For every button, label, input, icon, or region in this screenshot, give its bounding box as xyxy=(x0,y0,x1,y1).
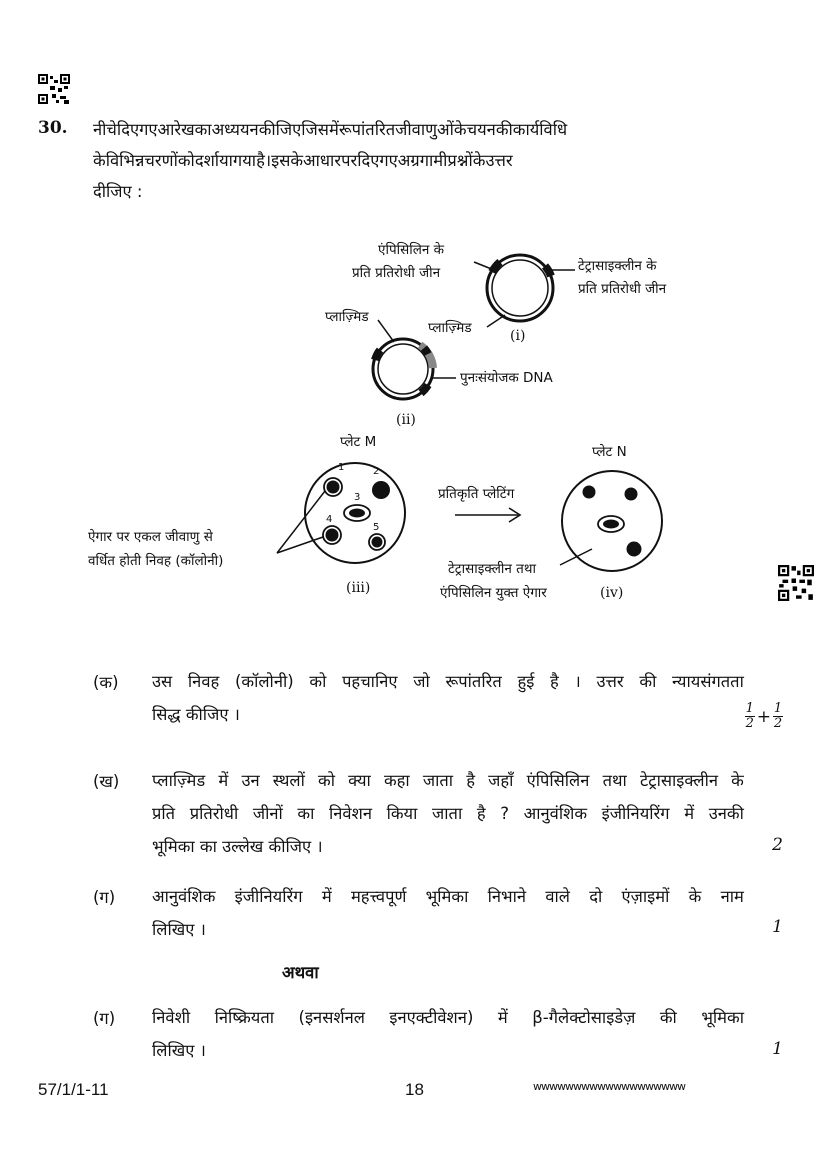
word: के xyxy=(453,120,467,139)
word: किया xyxy=(386,804,418,823)
intro-line-1 xyxy=(93,114,743,145)
part-ka-line-2: सिद्ध कीजिए । xyxy=(152,705,240,724)
word: दो xyxy=(589,887,603,906)
word: है xyxy=(476,804,486,823)
word: उन xyxy=(241,771,260,790)
word: नीचे xyxy=(93,120,117,139)
marks-fraction-1-num: 1 xyxy=(745,701,754,716)
word: निष्क्रियता xyxy=(214,1008,275,1027)
word: इनएक्टीवेशन) xyxy=(389,1008,474,1027)
word: को xyxy=(309,672,327,691)
part-ga-alt-text xyxy=(152,1001,744,1067)
part-ka-text xyxy=(152,665,744,731)
word: में xyxy=(218,771,229,790)
label-ii: (ii) xyxy=(396,412,416,428)
part-ga-line-2: लिखिए । xyxy=(152,920,206,939)
word: गए xyxy=(139,120,158,139)
label-i: (i) xyxy=(510,328,526,344)
marks-fraction-2-den: 2 xyxy=(773,716,783,731)
part-kha-line-2 xyxy=(152,797,744,830)
word: की xyxy=(639,672,657,691)
marks-fraction-2-num: 1 xyxy=(773,701,783,716)
marks-fraction-2 xyxy=(773,702,783,731)
word: अग्रगामी xyxy=(397,151,448,170)
word: चरणों xyxy=(144,151,178,170)
part-ga-text xyxy=(152,880,744,946)
label-amp-line1: एंपिसिलिन के xyxy=(378,242,445,258)
word: (इनसर्शनल xyxy=(298,1008,365,1027)
marks-plus: + xyxy=(756,706,771,727)
word: दर्शाया xyxy=(194,151,233,170)
label-tet-line2: प्रति प्रतिरोधी जीन xyxy=(578,281,667,297)
word: है xyxy=(256,151,265,170)
word: आधार xyxy=(303,151,342,170)
word: है xyxy=(466,771,475,790)
word: पहचानिए xyxy=(342,672,398,691)
label-agar-line2: एंपिसिलिन युक्त ऐगार xyxy=(440,585,547,601)
label-agar-line1: टेट्रासाइक्लीन तथा xyxy=(448,561,536,577)
word: गए xyxy=(379,151,398,170)
word: का xyxy=(297,804,315,823)
word: कहा xyxy=(383,771,410,790)
word: रूपांतरित xyxy=(338,120,396,139)
word: कार्यविधि xyxy=(512,120,568,139)
question-intro xyxy=(93,114,743,207)
word: दिए xyxy=(357,151,380,170)
word: है xyxy=(550,672,559,691)
label-plate-m: प्लेट M xyxy=(340,434,377,450)
word: आनुवंशिक xyxy=(523,804,588,823)
word: न्यायसंगतता xyxy=(672,672,744,691)
label-iii: (iii) xyxy=(346,580,371,596)
part-ga-alt-label: (ग) xyxy=(93,1009,116,1028)
plasmid-i xyxy=(487,255,553,321)
word: नाम xyxy=(720,887,744,906)
word: । xyxy=(264,151,272,170)
word: β-गैलेक्टोसाइडेज़ xyxy=(532,1008,636,1027)
word: इंजीनियरिंग xyxy=(601,804,670,823)
word: दिए xyxy=(116,120,140,139)
word: । xyxy=(574,672,581,691)
word: गया xyxy=(232,151,257,170)
word: के xyxy=(688,887,702,906)
or-label: अथवा xyxy=(282,963,319,982)
plate-m xyxy=(305,463,405,563)
part-ka-marks xyxy=(745,702,783,731)
word: जिसमें xyxy=(301,120,339,139)
colony-number-1: 1 xyxy=(338,462,345,473)
label-recombinant-dna: पुनःसंयोजक DNA xyxy=(460,370,553,386)
intro-line-3: दीजिए : xyxy=(93,182,143,201)
word: निवेशी xyxy=(152,1008,191,1027)
word: जहाँ xyxy=(488,771,514,790)
word: विभिन्न xyxy=(105,151,145,170)
word: टेट्रासाइक्लीन xyxy=(639,771,718,790)
word: जीवाणुओं xyxy=(395,120,454,139)
word: चयन xyxy=(466,120,496,139)
word: के xyxy=(472,151,486,170)
part-ga-marks: 1 xyxy=(772,917,783,937)
word: को xyxy=(318,771,335,790)
part-ga-alt-marks: 1 xyxy=(772,1039,783,1059)
word: उत्तर xyxy=(485,151,513,170)
colony-number-3: 3 xyxy=(354,492,361,503)
word: इसके xyxy=(271,151,304,170)
word: क्या xyxy=(348,771,371,790)
part-kha-text xyxy=(152,764,744,863)
word: के xyxy=(93,151,106,170)
word: जो xyxy=(413,672,430,691)
part-ga-label: (ग) xyxy=(93,888,116,907)
part-kha-marks: 2 xyxy=(772,835,783,855)
word: प्रति xyxy=(152,804,176,823)
label-plasmid-1: प्लाज़्मिड xyxy=(325,309,369,325)
word: को xyxy=(177,151,195,170)
word: में xyxy=(497,1008,508,1027)
word: निवेशन xyxy=(329,804,372,823)
part-ga-alt-line-1 xyxy=(152,1001,744,1034)
word: हुई xyxy=(517,672,535,691)
qr-code-top-left xyxy=(38,74,70,104)
word: रूपांतरित xyxy=(445,672,502,691)
part-ka-line-1 xyxy=(152,665,744,698)
word: में xyxy=(684,804,695,823)
word: ? xyxy=(500,804,510,823)
label-plasmid-2: प्लाज़्मिड xyxy=(428,320,472,336)
word: की xyxy=(495,120,513,139)
label-colony-line1: ऐगार पर एकल जीवाणु से xyxy=(88,529,213,545)
intro-line-2 xyxy=(93,145,743,176)
word: निवह xyxy=(187,672,220,691)
word: का xyxy=(194,120,212,139)
word: आनुवंशिक xyxy=(152,887,216,906)
word: स्थलों xyxy=(272,771,305,790)
word: आरेख xyxy=(157,120,195,139)
plasmid-ii xyxy=(373,339,433,399)
question-number: 30. xyxy=(38,118,68,138)
part-ka-label: (क) xyxy=(93,673,119,692)
label-iv: (iv) xyxy=(600,585,624,601)
label-tet-line1: टेट्रासाइक्लीन के xyxy=(578,258,657,274)
part-kha-label: (ख) xyxy=(93,772,120,791)
paper-code: 57/1/1-11 xyxy=(38,1080,109,1099)
footer-wave-line: wwwwwwwwwwwwwwwwwww xyxy=(533,1080,685,1093)
word: तथा xyxy=(602,771,627,790)
page-number: 18 xyxy=(405,1080,424,1099)
word: प्रतिरोधी xyxy=(189,804,239,823)
word: उस xyxy=(152,672,173,691)
word: प्लाज़्मिड xyxy=(152,771,206,790)
label-plate-n: प्लेट N xyxy=(592,444,627,460)
word: प्रश्नों xyxy=(447,151,473,170)
word: एंज़ाइमों xyxy=(621,887,670,906)
colony-number-4: 4 xyxy=(326,514,333,525)
word: उत्तर xyxy=(596,672,624,691)
part-ga-line-1 xyxy=(152,880,744,913)
word: इंजीनियरिंग xyxy=(234,887,303,906)
colony-number-5: 5 xyxy=(373,522,380,533)
word: (कॉलोनी) xyxy=(234,672,294,691)
word: के xyxy=(731,771,744,790)
part-ga-alt-line-2: लिखिए । xyxy=(152,1041,206,1060)
word: एंपिसिलिन xyxy=(526,771,590,790)
word: की xyxy=(659,1008,677,1027)
transformation-diagram xyxy=(0,225,827,625)
label-amp-line2: प्रति प्रतिरोधी जीन xyxy=(352,265,441,281)
word: भूमिका xyxy=(701,1008,744,1027)
word: कीजिए xyxy=(258,120,302,139)
word: निभाने xyxy=(487,887,527,906)
word: महत्त्वपूर्ण xyxy=(350,887,407,906)
label-replica-plating: प्रतिकृति प्लेटिंग xyxy=(438,486,515,502)
word: जीनों xyxy=(252,804,283,823)
word: उनकी xyxy=(708,804,744,823)
label-colony-line2: वर्धित होती निवह (कॉलोनी) xyxy=(88,553,224,569)
word: जाता xyxy=(432,804,463,823)
marks-fraction-1-den: 2 xyxy=(745,716,754,731)
word: जाता xyxy=(422,771,454,790)
part-kha-line-1 xyxy=(152,764,744,797)
marks-fraction-1 xyxy=(745,702,755,731)
word: में xyxy=(321,887,332,906)
word: अध्ययन xyxy=(211,120,259,139)
colony-number-2: 2 xyxy=(373,466,380,477)
word: भूमिका xyxy=(425,887,469,906)
word: वाले xyxy=(545,887,570,906)
word: पर xyxy=(341,151,358,170)
part-kha-line-3: भूमिका का उल्लेख कीजिए । xyxy=(152,837,323,856)
